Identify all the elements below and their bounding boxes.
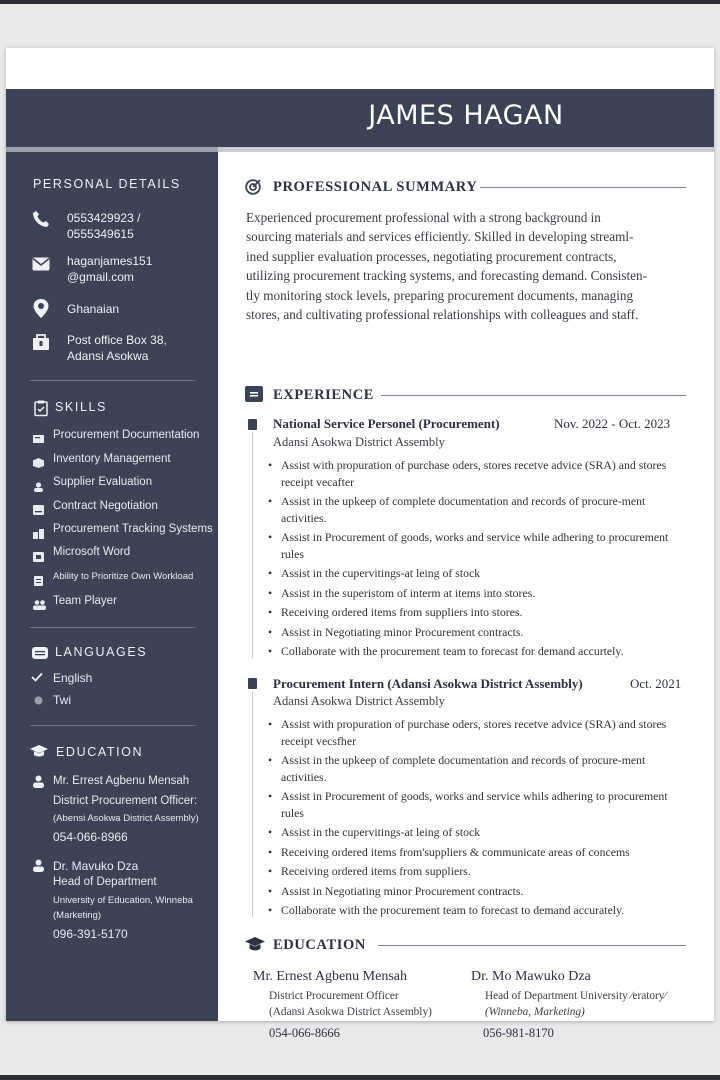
job-date: Nov. 2022 - Oct. 2023	[554, 416, 671, 431]
summary-line: ined supplier evaluation processes, negotiating procurement contracts,	[246, 248, 617, 264]
email-line-2: @gmail.com	[67, 270, 134, 284]
contract-icon	[33, 502, 44, 512]
job-bullet-list	[268, 457, 688, 660]
language-item: English	[53, 671, 93, 685]
summary-heading: PROFESSIONAL SUMMARY	[273, 179, 478, 195]
job-bullet: • Assist in the cupervitings-at leing of stock	[268, 565, 688, 582]
job-title: Procurement Intern (Adansi Asokwa District Assembly)	[273, 676, 583, 691]
phone-secondary: 0555349615	[67, 227, 134, 241]
summary-line: tly monitoring stock levels, preparing procurement documents, managing	[246, 287, 634, 303]
job-bullet: • Assist in the upkeep of complete documentation and records of procure-ment activities.	[268, 493, 688, 526]
summary-line: utilizing procurement tracking systems, and forecasting demand. Consisten-	[246, 268, 648, 284]
job-bullet: • Assist in the cupervitings-at leing of stock	[268, 824, 688, 841]
ref1-name: Mr. Errest Agbenu Mensah	[53, 775, 190, 787]
team-icon	[33, 597, 44, 607]
phone-icon	[32, 210, 50, 228]
job-organization: Adansi Asokwa District Assembly	[273, 435, 445, 449]
job-bullet: • Collaborate with the procurement team to forecast for demand accurtely.	[268, 643, 688, 660]
checkmark-icon	[31, 671, 43, 683]
job-bullet: • Assist in Negotiating minor Procurement contracts.	[268, 883, 688, 900]
skill-item: Supplier Evaluation	[53, 476, 153, 488]
address-line-2: Adansi Asokwa	[67, 349, 149, 363]
job-date: Oct. 2021	[630, 676, 682, 691]
education-ref-line: District Procurement Officer	[269, 990, 399, 1002]
section-rule	[378, 945, 686, 946]
skill-item: Contract Negotiation	[53, 500, 158, 512]
phone-primary: 0553429923 /	[67, 211, 141, 225]
top-edge-bar	[0, 0, 720, 4]
job-bullet-list	[268, 716, 688, 919]
graduation-cap-icon	[245, 937, 265, 953]
section-rule	[381, 395, 686, 396]
ref2-org-line-1: University of Education, Winneba	[53, 895, 193, 906]
user-check-icon	[33, 479, 44, 489]
languages-heading: LANGUAGES	[55, 645, 148, 659]
ref2-role: Head of Department	[53, 876, 157, 888]
address-line-1: Post office Box 38,	[67, 333, 167, 347]
ref1-role: District Procurement Officer:	[53, 795, 198, 807]
job-bullet: • Assist with propuration of purchase oders, stores recetve advice (SRA) and stores receipt vecafter	[268, 457, 688, 490]
bottom-edge-bar	[0, 1075, 720, 1080]
education-ref-name: Mr. Ernest Agbenu Mensah	[253, 969, 407, 984]
education-heading-main: EDUCATION	[273, 937, 366, 953]
education-ref-phone: 056-981-8170	[483, 1026, 554, 1040]
education-ref-line: (Winneba, Marketing)	[485, 1006, 585, 1018]
sidebar-divider-bar	[6, 147, 218, 152]
job-title: National Service Personel (Procurement)	[273, 416, 500, 431]
education-ref-phone: 054-066-8666	[269, 1026, 340, 1040]
personal-details-heading: PERSONAL DETAILS	[33, 177, 181, 191]
resume-page	[6, 48, 714, 1040]
skill-item: Microsoft Word	[53, 546, 131, 558]
bullet-dot-icon	[34, 696, 43, 705]
summary-paragraph	[246, 208, 690, 324]
timeline-line	[252, 432, 253, 658]
sidebar-rule	[30, 725, 196, 726]
skill-item: Inventory Management	[53, 453, 171, 465]
job-marker-icon	[248, 678, 257, 689]
ref1-phone: 054-066-8966	[53, 830, 128, 844]
sidebar-rule	[30, 380, 196, 381]
education-ref-line: Head of Department University ∕eratory∕	[485, 990, 667, 1002]
name-header	[218, 89, 714, 147]
language-item: Twi	[53, 693, 71, 707]
sidebar-rule	[30, 627, 196, 628]
section-rule	[480, 187, 686, 188]
header-divider	[218, 147, 714, 152]
job-bullet: • Assist in the superistom of interm at items into stores.	[268, 585, 688, 602]
job-bullet: • Receiving ordered items from suppliers into stores.	[268, 604, 688, 621]
job-bullet: • Assist in Procurement of goods, works and service while adhering to procurement rules	[268, 529, 688, 562]
skills-heading: SKILLS	[55, 400, 107, 414]
building-icon	[33, 526, 44, 536]
job-bullet: • Receiving ordered items from'suppliers & communicate areas of concems	[268, 844, 688, 861]
email-icon	[32, 255, 50, 273]
job-marker-icon	[248, 419, 257, 430]
list-icon	[33, 573, 44, 583]
job-organization: Adansi Asokwa District Assembly	[273, 694, 445, 708]
mailbox-icon	[32, 333, 50, 351]
document-icon	[33, 431, 44, 441]
ref2-name: Dr. Mavuko Dza	[53, 859, 139, 873]
job-bullet: • Assist in Negotiating minor Procurement contracts.	[268, 624, 688, 641]
word-doc-icon	[33, 549, 44, 559]
job-bullet: • Assist in the upkeep of complete documentation and records of procure-ment activities.	[268, 752, 688, 785]
summary-line: sourcing materials and services efficiently. Skilled in developing streaml-	[246, 229, 634, 245]
job-bullet: • Assist with propuration of purchase oders, stores recetve advice (SRA) and stores receipt vecsfher	[268, 716, 688, 749]
graduation-cap-icon	[30, 743, 48, 761]
summary-line: stores, and cultivating professional relationships with colleagues and staff.	[246, 307, 639, 323]
ref1-org: (Abensi Asokwa District Assembly)	[53, 813, 199, 824]
job-bullet: • Collaborate with the procurement team to forecast to demand accurately.	[268, 902, 688, 919]
location-pin-icon	[32, 299, 50, 317]
summary-line: Experienced procurement professional with a strong background in	[246, 210, 601, 225]
candidate-name: JAMES HAGAN	[368, 100, 564, 131]
person-icon	[32, 775, 45, 788]
job-bullet: • Assist in Procurement of goods, works and service whils adhering to procurement rules	[268, 788, 688, 821]
skill-item: Team Player	[53, 595, 117, 607]
email-line-1: haganjames151	[67, 254, 153, 268]
target-icon	[245, 179, 261, 195]
clipboard-icon	[32, 399, 50, 417]
nationality: Ghanaian	[67, 302, 120, 316]
skill-item: Procurement Documentation	[53, 429, 200, 441]
ref2-org-line-2: (Marketing)	[53, 910, 102, 921]
timeline-line	[252, 691, 253, 917]
education-ref-line: (Adansi Asokwa District Assembly)	[269, 1006, 432, 1018]
briefcase-icon	[245, 386, 261, 402]
job-bullet: • Receiving ordered items from suppliers.	[268, 863, 688, 880]
skill-item: Procurement Tracking Systems	[53, 523, 213, 535]
education-ref-name: Dr. Mo Mawuko Dza	[471, 969, 591, 984]
person-icon	[32, 859, 45, 872]
skill-item: Ability to Prioritize Own Workload	[53, 571, 194, 582]
sidebar	[6, 89, 218, 1021]
education-heading: EDUCATION	[56, 745, 144, 759]
chat-icon	[31, 645, 49, 663]
box-icon	[33, 455, 44, 465]
ref2-phone: 096-391-5170	[53, 927, 128, 941]
experience-heading: EXPERIENCE	[273, 387, 375, 403]
